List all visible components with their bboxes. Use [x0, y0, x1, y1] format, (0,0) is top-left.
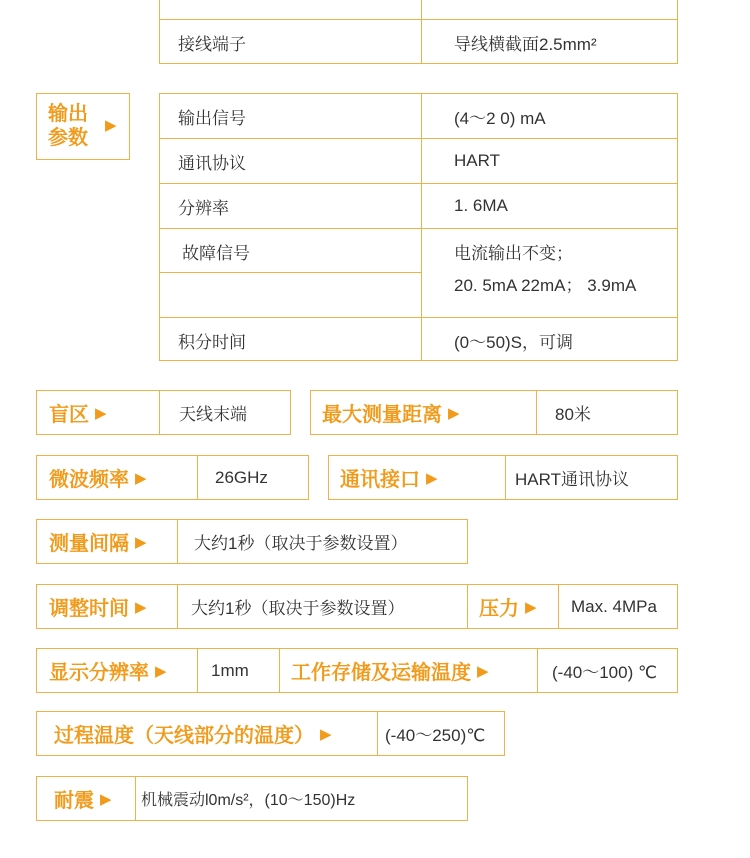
blind-zone-spec: [36, 390, 291, 435]
blind-zone-value: 天线末端: [179, 405, 247, 424]
pressure-label: [479, 585, 537, 628]
display-resolution-label: [49, 649, 167, 692]
comm-port-label: [340, 456, 438, 499]
divider: [197, 456, 198, 499]
microwave-frequency-label-text: 微波频率: [49, 469, 129, 491]
resolution-value: 1. 6MA: [454, 196, 508, 215]
arrow-right-icon: ▶: [155, 662, 167, 680]
table-row: [160, 228, 677, 317]
process-temp-spec: [36, 711, 505, 756]
measure-interval-label-text: 测量间隔: [49, 533, 129, 555]
divider: [177, 520, 178, 563]
output-signal-label: 输出信号: [178, 108, 246, 128]
divider: [537, 649, 538, 692]
microwave-frequency-spec: [36, 455, 309, 500]
resolution-label: 分辨率: [178, 198, 229, 218]
adjust-time-spec: [36, 584, 678, 629]
display-resolution-label-text: 显示分辨率: [49, 662, 149, 684]
table-row: [160, 138, 677, 183]
measure-interval-spec: [36, 519, 468, 564]
max-range-spec: [310, 390, 678, 435]
arrow-right-icon: ▶: [135, 469, 147, 487]
divider: [505, 456, 506, 499]
process-temp-label-text: 过程温度（天线部分的温度）: [54, 725, 314, 747]
vibration-label: [54, 777, 112, 820]
table-row: [160, 317, 677, 362]
pressure-value: Max. 4MPa: [571, 596, 657, 616]
output-section-title: [36, 93, 130, 160]
arrow-right-icon: ▶: [320, 725, 332, 743]
table-row: [160, 183, 677, 228]
divider: [159, 391, 160, 434]
arrow-right-icon: ▶: [135, 533, 147, 551]
work-storage-temp-label-text: 工作存储及运输温度: [291, 662, 471, 684]
max-range-value: 80米: [555, 405, 591, 424]
arrow-right-icon: ▶: [477, 662, 489, 680]
microwave-frequency-value: 26GHz: [215, 467, 268, 487]
arrow-right-icon: ▶: [426, 469, 438, 487]
arrow-right-icon: ▶: [95, 404, 107, 422]
pressure-label-text: 压力: [479, 598, 519, 620]
fault-signal-value-line1: 电流输出不变；: [454, 243, 573, 263]
arrow-right-icon: ▶: [135, 598, 147, 616]
arrow-right-icon: ▶: [105, 117, 117, 134]
measure-interval-value: 大约1秒（取决于参数设置）: [194, 534, 408, 553]
fault-signal-value-line2: 20. 5mA 22mA； 3.9mA: [454, 275, 637, 295]
divider: [197, 649, 198, 692]
output-params-table: [159, 93, 678, 361]
divider: [279, 649, 280, 692]
microwave-frequency-label: [49, 456, 147, 499]
comm-port-value: HART通讯协议: [515, 470, 629, 489]
terminal-label: 接线端子: [178, 34, 246, 54]
divider: [177, 585, 178, 628]
divider: [467, 585, 468, 628]
output-title-line1: 输出: [48, 103, 88, 125]
divider: [377, 712, 378, 755]
protocol-label: 通讯协议: [178, 153, 246, 173]
blind-zone-label-text: 盲区: [49, 404, 89, 426]
work-storage-temp-value: (-40〜100) ℃: [552, 663, 658, 682]
arrow-right-icon: ▶: [525, 598, 537, 616]
display-resolution-value: 1mm: [211, 660, 249, 680]
protocol-value: HART: [454, 151, 500, 170]
integration-time-value: (0〜50)S，可调: [454, 332, 574, 352]
output-title-line2: 参数: [48, 127, 88, 149]
comm-port-label-text: 通讯接口: [340, 469, 420, 491]
terminal-value: 导线横截面2.5mm²: [454, 34, 597, 54]
top-spec-table: [159, 0, 678, 64]
fault-signal-label: 故障信号: [182, 243, 250, 263]
arrow-right-icon: ▶: [448, 404, 460, 422]
work-storage-temp-label: [291, 649, 489, 692]
process-temp-label: [54, 712, 332, 755]
adjust-time-label-text: 调整时间: [49, 598, 129, 620]
integration-time-label: 积分时间: [178, 332, 246, 352]
vibration-value: 机械震动l0m/s²，(10〜150)Hz: [141, 792, 356, 809]
blind-zone-label: [49, 391, 107, 434]
measure-interval-label: [49, 520, 147, 563]
output-signal-value: (4〜2 0) mA: [454, 108, 546, 128]
vibration-label-text: 耐震: [54, 790, 94, 812]
max-range-label-text: 最大测量距离: [322, 404, 442, 426]
process-temp-value: (-40〜250)℃: [385, 726, 486, 745]
divider: [536, 391, 537, 434]
display-resolution-spec: [36, 648, 678, 693]
adjust-time-value: 大约1秒（取决于参数设置）: [191, 599, 405, 618]
table-row: [160, 19, 677, 64]
divider: [135, 777, 136, 820]
max-range-label: [322, 391, 460, 434]
adjust-time-label: [49, 585, 147, 628]
output-title-text: [48, 102, 88, 150]
cell-divider: [160, 272, 421, 273]
vibration-spec: [36, 776, 468, 821]
divider: [558, 585, 559, 628]
arrow-right-icon: ▶: [100, 790, 112, 808]
comm-port-spec: [328, 455, 678, 500]
table-row: [160, 94, 677, 138]
